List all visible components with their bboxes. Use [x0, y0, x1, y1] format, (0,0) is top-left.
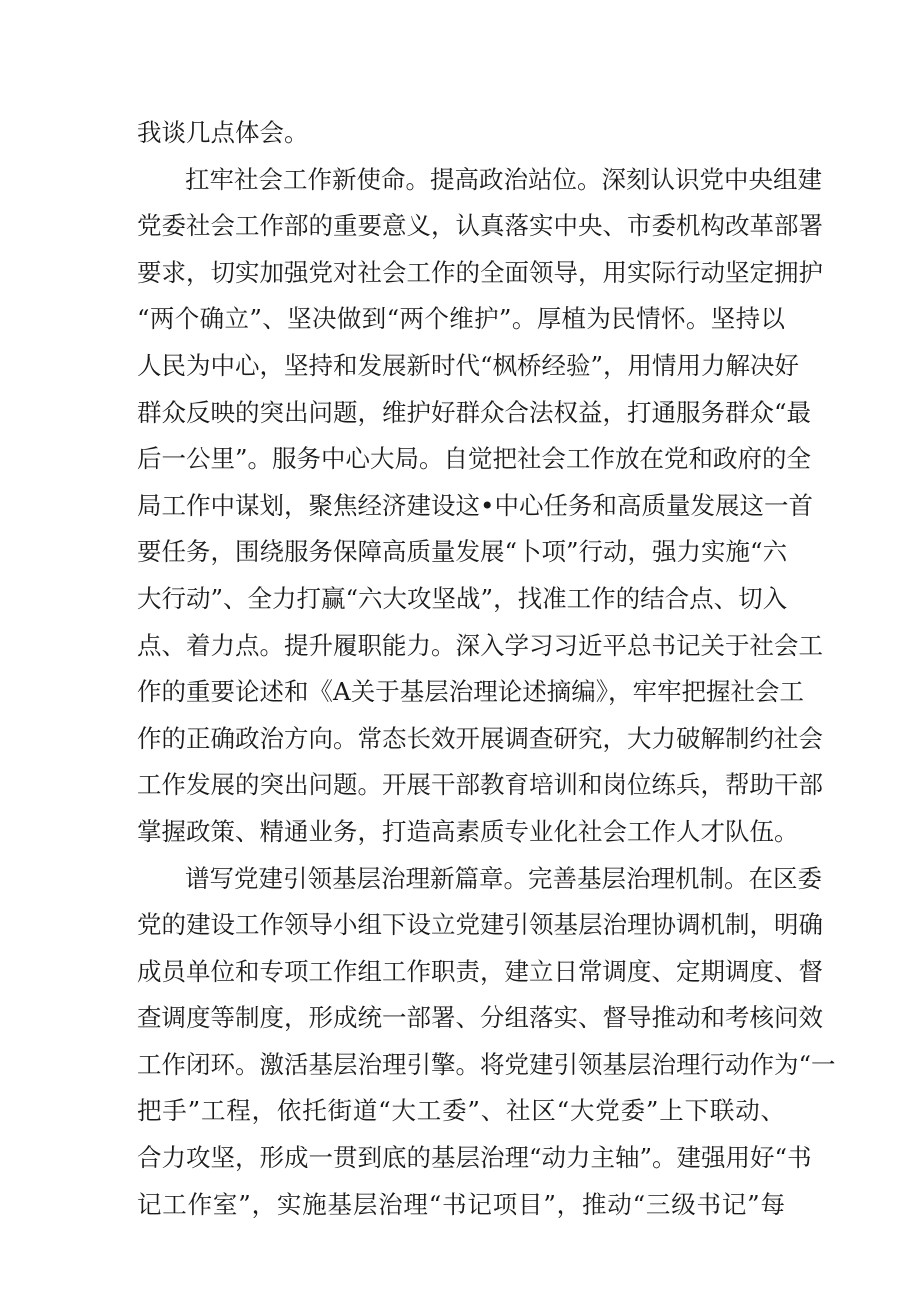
paragraph-2	[137, 157, 823, 856]
text-line: “两个确立”、坚决做到“两个维护”。厚植为民情怀。坚持以	[137, 304, 785, 334]
text-line: 掌握政策、精通业务，打造高素质专业化社会工作人才队伍。	[137, 816, 799, 846]
text-line: 党的建设工作领导小组下设立党建引领基层治理协调机制，明确	[137, 910, 823, 940]
paragraph-3	[137, 856, 836, 1229]
text-line: 后一公里”。服务中心大局。自觉把社会工作放在党和政府的全	[137, 444, 812, 474]
text-line: 记工作室”，实施基层治理“书记项目”，推动“三级书记”每	[137, 1189, 785, 1219]
text-line: 查调度等制度，形成统一部署、分组落实、督导推动和考核问效	[137, 1003, 823, 1033]
text-line: 作的重要论述和《A关于基层治理论述摘编》，牢牢把握社会工	[137, 677, 804, 707]
document-page	[137, 110, 836, 1228]
text-line: 成员单位和专项工作组工作职责，建立日常调度、定期调度、督	[137, 956, 823, 986]
text-line: 作的正确政治方向。常态长效开展调查研究，大力破解制约社会	[137, 723, 823, 753]
text-line: 人民为中心，坚持和发展新时代“枫桥经验”，用情用力解决好	[137, 350, 800, 380]
paragraph-1	[137, 110, 785, 157]
text-line: 扛牢社会工作新使命。提高政治站位。深刻认识党中央组建	[185, 164, 822, 194]
text-line: 点、着力点。提升履职能力。深入学习习近平总书记关于社会工	[137, 630, 823, 660]
text-line: 工作闭环。激活基层治理引擎。将党建引领基层治理行动作为“一	[137, 1049, 836, 1079]
text-line: 群众反映的突出问题，维护好群众合法权益，打通服务群众“最	[137, 397, 812, 427]
text-line: 要求，切实加强党对社会工作的全面领导，用实际行动坚定拥护	[137, 257, 823, 287]
text-line: 大行动”、全力打赢“六大攻坚战”，找准工作的结合点、切入	[137, 583, 788, 613]
text-line: 合力攻坚，形成一贯到底的基层治理“动力主轴”。建强用好“书	[137, 1143, 812, 1173]
text-line: 要任务，围绕服务保障高质量发展“卜项”行动，强力实施“六	[137, 537, 788, 567]
text-line: 把手”工程，依托街道“大工委”、社区“大党委”上下联动、	[137, 1096, 785, 1126]
text-line: 工作发展的突出问题。开展干部教育培训和岗位练兵，帮助干部	[137, 770, 823, 800]
text-line: 党委社会工作部的重要意义，认真落实中央、市委机构改革部署	[137, 211, 823, 241]
text-line: 我谈几点体会。	[137, 118, 309, 147]
text-line: 谱写党建引领基层治理新篇章。完善基层治理机制。在区委	[185, 863, 822, 893]
text-line: 局工作中谋划，聚焦经济建设这•中心任务和高质量发展这一首	[137, 490, 813, 520]
